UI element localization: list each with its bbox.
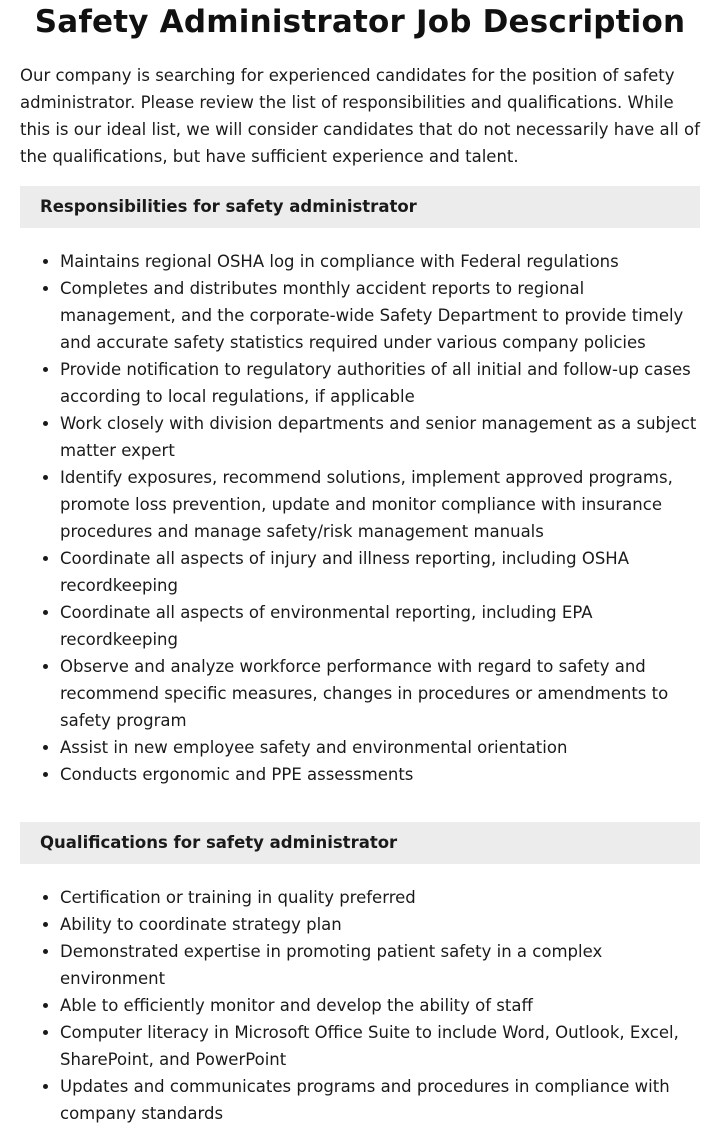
responsibilities-heading: Responsibilities for safety administrator bbox=[20, 186, 700, 228]
list-item: • Ability to coordinate strategy plan bbox=[60, 911, 700, 938]
list-item: • Computer literacy in Microsoft Office Suite to include Word, Outlook, Excel, SharePoint, and PowerPoint bbox=[60, 1019, 700, 1073]
list-item: • Provide notification to regulatory authorities of all initial and follow-up cases according to local regulations, if applicable bbox=[60, 356, 700, 410]
list-item: • Completes and distributes monthly accident reports to regional management, and the corporate-wide Safety Department to provide timely and accurate safety statistics required under various company policies bbox=[60, 275, 700, 356]
list-item: • Identify exposures, recommend solutions, implement approved programs, promote loss prevention, update and monitor compliance with insurance procedures and manage safety/risk management manuals bbox=[60, 464, 700, 545]
page-title: Safety Administrator Job Description bbox=[34, 4, 686, 40]
list-item: • Maintains regional OSHA log in compliance with Federal regulations bbox=[60, 248, 700, 275]
qualifications-heading: Qualifications for safety administrator bbox=[20, 822, 700, 864]
list-item: • Demonstrated expertise in promoting patient safety in a complex environment bbox=[60, 938, 700, 992]
responsibilities-list bbox=[20, 248, 700, 788]
section-spacer bbox=[20, 788, 700, 806]
list-item: • Certification or training in quality preferred bbox=[60, 884, 700, 911]
qualifications-list bbox=[20, 884, 700, 1127]
list-item: • Observe and analyze workforce performance with regard to safety and recommend specific measures, changes in procedures or amendments to safety program bbox=[60, 653, 700, 734]
list-item: • Able to efficiently monitor and develop the ability of staff bbox=[60, 992, 700, 1019]
list-item: • Coordinate all aspects of environmental reporting, including EPA recordkeeping bbox=[60, 599, 700, 653]
list-item: • Work closely with division departments and senior management as a subject matter expert bbox=[60, 410, 700, 464]
list-item: • Assist in new employee safety and environmental orientation bbox=[60, 734, 700, 761]
list-item: • Coordinate all aspects of injury and illness reporting, including OSHA recordkeeping bbox=[60, 545, 700, 599]
list-item: • Conducts ergonomic and PPE assessments bbox=[60, 761, 700, 788]
list-item: • Updates and communicates programs and procedures in compliance with company standards bbox=[60, 1073, 700, 1127]
intro-paragraph: Our company is searching for experienced candidates for the position of safety administrator. Please review the list of responsibilities and qualifications. While this is our ideal list, we will consider candidates that do not necessarily have all of the qualifications, but have sufficient experience and talent. bbox=[20, 66, 700, 166]
